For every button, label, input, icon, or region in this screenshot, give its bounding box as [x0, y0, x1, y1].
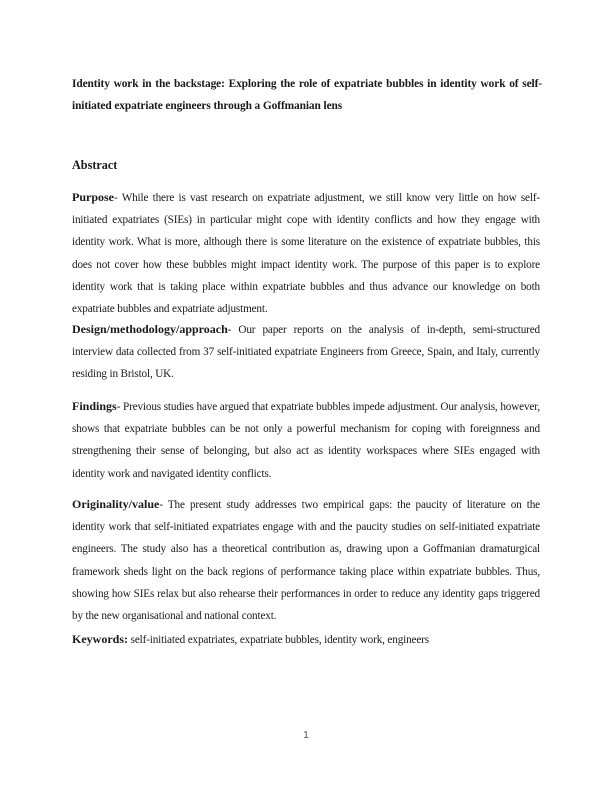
section-text-design: - Our paper reports on the analysis of in-depth, semi-structured interview data collected from 37 self-initiated expatriate Engineers from Greece, Spain, and Italy, currently residing in Bristol, UK. [72, 324, 540, 381]
section-label-design: Design/methodology/approach [72, 322, 228, 336]
abstract-originality [72, 493, 540, 627]
section-text-keywords: self-initiated expatriates, expatriate bubbles, identity work, engineers [128, 634, 429, 646]
abstract-purpose [72, 186, 540, 320]
abstract-design [72, 318, 540, 386]
paper-title: Identity work in the backstage: Exploring the role of expatriate bubbles in identity work of self-initiated expatriate engineers through a Goffmanian lens [72, 78, 542, 112]
abstract-heading: Abstract [72, 158, 118, 172]
abstract-keywords [72, 628, 540, 651]
section-label-findings: Findings [72, 399, 117, 413]
abstract-findings [72, 395, 540, 485]
page-number: 1 [303, 729, 309, 741]
section-text-purpose: - While there is vast research on expatriate adjustment, we still know very little on how self-initiated expatriates (SIEs) in particular might cope with identity conflicts and how they engage with identity work. What is more, although there is some literature on the existence of expatriate bubbles, this does not cover how these bubbles might impact identity work. The purpose of this paper is to explore identity work that is taking place within expatriate bubbles and thus advance our knowledge on both expatriate bubbles and expatriate adjustment. [72, 192, 540, 316]
section-label-originality: Originality/value [72, 497, 160, 511]
section-text-findings: - Previous studies have argued that expatriate bubbles impede adjustment. Our analysis, however, shows that expatriate bubbles can be not only a powerful mechanism for coping with foreignness and strengthening their sense of belonging, but also act as identity workspaces where SIEs engaged with identity work and navigated identity conflicts. [72, 401, 540, 480]
section-text-originality: - The present study addresses two empirical gaps: the paucity of literature on the identity work that self-initiated expatriates engage with and the paucity studies on self-initiated expatriate engineers. The study also has a theoretical contribution as, drawing upon a Goffmanian dramaturgical framework sheds light on the back regions of performance taking place within expatriate bubbles. Thus, showing how SIEs relax but also rehearse their performances in order to reduce any identity gaps triggered by the new organisational and national context. [72, 499, 540, 623]
section-label-purpose: Purpose [72, 190, 114, 204]
section-label-keywords: Keywords: [72, 632, 128, 646]
